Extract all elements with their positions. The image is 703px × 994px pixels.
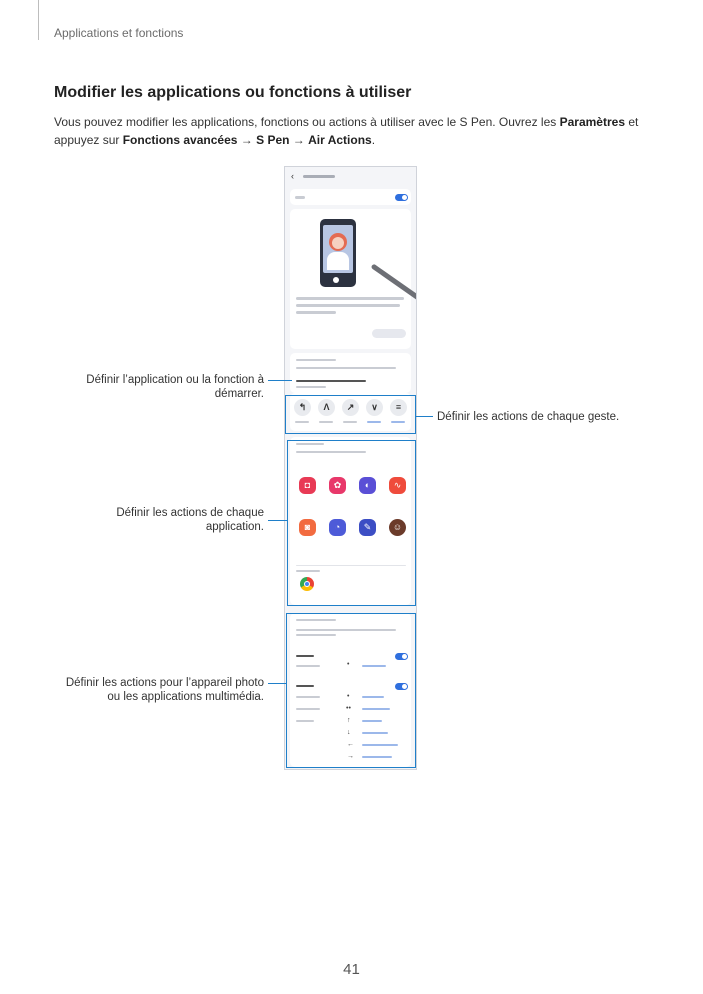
- settings-term: Paramètres: [559, 115, 625, 129]
- gesture-down-up-icon[interactable]: ∨: [366, 399, 383, 416]
- browser-app-icon[interactable]: ◐: [359, 477, 376, 494]
- app-actions-highlight-frame: [287, 440, 416, 606]
- header-divider: [38, 0, 39, 40]
- device-illustration: [320, 219, 356, 287]
- camera-action-symbol: •: [347, 661, 350, 668]
- gallery-app-icon[interactable]: ✿: [329, 477, 346, 494]
- voice-recorder-app-icon[interactable]: ∿: [389, 477, 406, 494]
- callout-app-actions: Définir les actions de chaque application.: [116, 507, 264, 533]
- gestures-highlight-frame: [285, 395, 416, 434]
- pointer-shortcut-row[interactable]: [290, 375, 411, 393]
- callout-app-or-function: Définir l’application ou la fonction à démarrer.: [86, 374, 264, 400]
- media-actions-card: • • •• ↑ ↓ ← →: [290, 613, 411, 767]
- chevron-left-icon: ‹: [291, 171, 294, 181]
- camera-app-icon[interactable]: ◘: [299, 477, 316, 494]
- gesture-right-icon[interactable]: ↗: [342, 399, 359, 416]
- leader-app-or-function: [268, 380, 292, 381]
- clock-app-icon[interactable]: ◔: [329, 519, 346, 536]
- gesture-up-down-icon[interactable]: Λ: [318, 399, 335, 416]
- screen-title-placeholder: [303, 175, 335, 178]
- spen-term: S Pen: [256, 133, 290, 147]
- leader-camera-media: [268, 683, 287, 684]
- page-number: 41: [343, 961, 360, 978]
- air-actions-term: Air Actions: [308, 133, 372, 147]
- gesture-shake-icon[interactable]: ≡: [390, 399, 407, 416]
- callout-camera-media: Définir les actions pour l’appareil photo ou les applications multimédia.: [65, 677, 264, 703]
- leader-app-actions: [268, 520, 288, 521]
- callout-gesture-actions: Définir les actions de chaque geste.: [437, 411, 620, 423]
- illustration-card: [290, 209, 411, 349]
- penup-app-icon[interactable]: ✎: [359, 519, 376, 536]
- leader-gesture-actions: [416, 416, 433, 417]
- master-switch-card: [290, 189, 411, 205]
- intro-paragraph: Vous pouvez modifier les applications, fonctions ou actions à utiliser avec le S Pen. Ouvrez les Paramètres et appuyez sur Fonctions avancées → S Pen → Air Actions.: [54, 115, 639, 147]
- gesture-left-up-icon[interactable]: ↰: [294, 399, 311, 416]
- notes-app-icon[interactable]: ◙: [299, 519, 316, 536]
- section-title: Modifier les applications ou fonctions à utiliser: [54, 84, 412, 101]
- media-actions-highlight-frame: [286, 613, 416, 768]
- master-toggle[interactable]: [395, 194, 408, 201]
- running-header: Applications et fonctions: [54, 26, 184, 40]
- ar-emoji-app-icon[interactable]: ☺: [389, 519, 406, 536]
- learn-button[interactable]: [372, 329, 406, 338]
- advanced-features-term: Fonctions avancées: [122, 133, 238, 147]
